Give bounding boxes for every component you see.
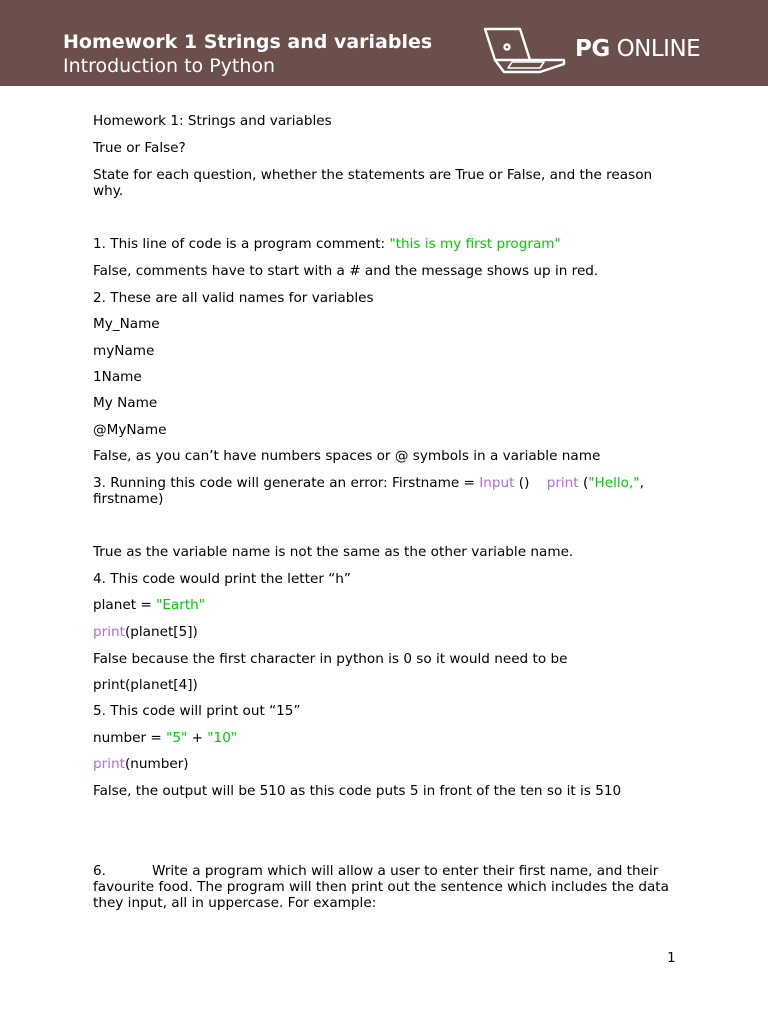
answer-1: False, comments have to start with a # and the message shows up in red. xyxy=(93,263,599,279)
answer-5: False, the output will be 510 as this code puts 5 in front of the ten so it is 510 xyxy=(93,783,622,799)
header-title: Homework 1 Strings and variables xyxy=(63,31,433,53)
true-false-label: True or False? xyxy=(93,140,186,156)
answer-2: False, as you can’t have numbers spaces or @ symbols in a variable name xyxy=(93,448,601,464)
variable-name: 1Name xyxy=(93,369,142,385)
answer-4-code: print(planet[4]) xyxy=(93,677,198,693)
page-number: 1 xyxy=(667,950,676,966)
code-string: "this is my first program" xyxy=(389,236,561,252)
variable-name: My_Name xyxy=(93,316,160,332)
question-2: 2. These are all valid names for variables xyxy=(93,290,374,306)
doc-heading: Homework 1: Strings and variables xyxy=(93,113,332,129)
code-line: number = "5" + "10" xyxy=(93,730,238,746)
code-line: print(number) xyxy=(93,756,189,772)
answer-4: False because the first character in python is 0 so it would need to be xyxy=(93,651,568,667)
instructions: State for each question, whether the statements are True or False, and the reason why. xyxy=(93,167,653,199)
question-6: 6. Write a program which will allow a user to enter their first name, and their favourite food. The program will then print out the sentence which includes the data they input, all in uppercase. For example: xyxy=(93,863,669,911)
variable-name: @MyName xyxy=(93,422,167,438)
variable-name: My Name xyxy=(93,395,158,411)
page-header xyxy=(0,0,768,86)
code-line: planet = "Earth" xyxy=(93,597,206,613)
question-4: 4. This code would print the letter “h” xyxy=(93,571,351,587)
question-3: 3. Running this code will generate an error: Firstname = Input () print ("Hello,", firstname) xyxy=(93,475,644,507)
code-line: print(planet[5]) xyxy=(93,624,198,640)
question-1: 1. This line of code is a program comment: "this is my first program" xyxy=(93,236,561,252)
logo-wordmark: PG ONLINE xyxy=(575,36,701,62)
header-subtitle: Introduction to Python xyxy=(63,55,276,77)
question-5: 5. This code will print out “15” xyxy=(93,703,301,719)
laptop-logo-icon xyxy=(482,26,568,74)
answer-3: True as the variable name is not the same as the other variable name. xyxy=(93,544,574,560)
variable-name: myName xyxy=(93,343,155,359)
